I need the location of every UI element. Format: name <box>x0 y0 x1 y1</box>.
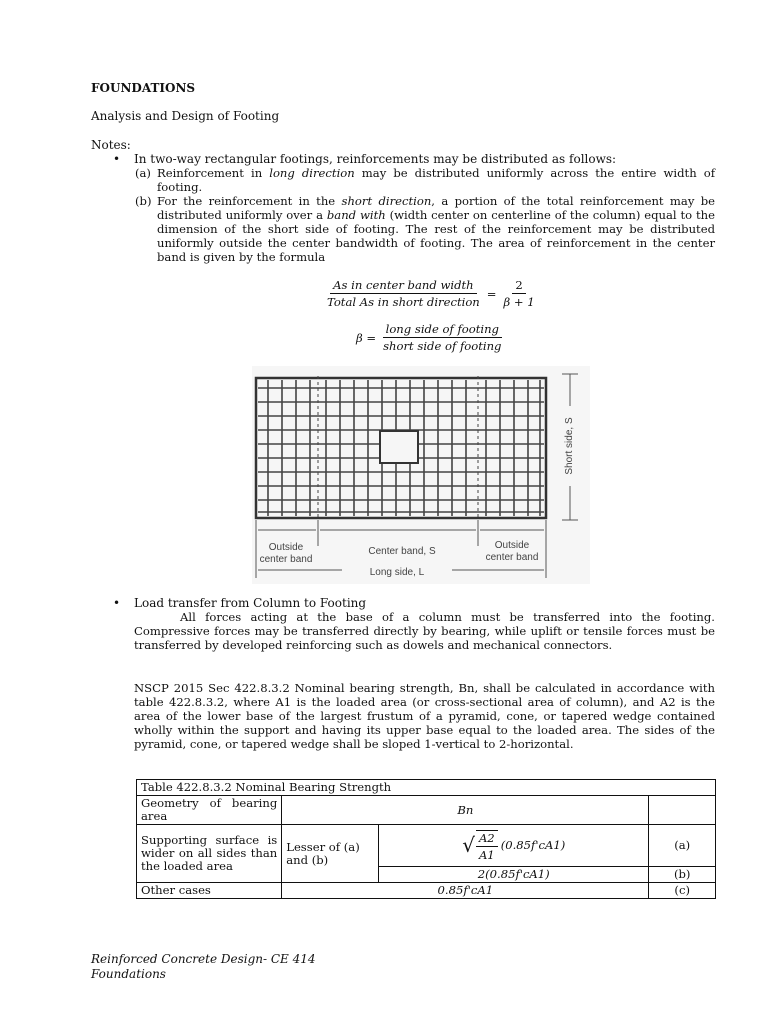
formula2-denominator: short side of footing <box>383 339 502 353</box>
table-header-geometry: Geometry of bearing area <box>137 796 282 825</box>
footer-topic: Foundations <box>91 967 166 981</box>
table-row1-geometry: Supporting surface is wider on all sides than the loaded area <box>137 825 282 883</box>
fig-outside-left-1: Outside <box>268 542 304 553</box>
formula2-numerator: long side of footing <box>383 322 502 338</box>
table-header-empty <box>649 796 716 825</box>
table-row1-label-a: (a) <box>649 825 716 867</box>
fig-outside-left-2: center band <box>259 554 313 565</box>
sqrt-numerator: A2 <box>476 831 498 847</box>
formula1-fraction <box>324 278 483 309</box>
formula2-lhs: β = <box>356 330 377 345</box>
notes-label: Notes: <box>91 138 131 152</box>
formula2-fraction <box>380 322 504 353</box>
note-b-text-mid: , a portion of the total reinforcement may be distributed uniformly over a <box>157 194 716 222</box>
table-row1-formula-a <box>379 825 649 867</box>
page-title: FOUNDATIONS <box>91 81 196 95</box>
bullet1-intro: In two-way rectangular footings, reinforcements may be distributed as follows: <box>134 152 617 166</box>
note-a-label: (a) <box>135 166 151 180</box>
section-subtitle: Analysis and Design of Footing <box>91 109 280 123</box>
note-b-emphasis-1: short direction <box>341 194 432 208</box>
formula1-rhs-denominator: β + 1 <box>503 295 535 309</box>
sqrt-fraction <box>476 830 498 862</box>
footing-reinforcement-figure <box>252 366 590 584</box>
bullet2-icon: • <box>113 596 121 610</box>
note-a-text-end: may be distributed uniformly across the entire width of footing. <box>157 166 715 194</box>
fig-outside-right-2: center band <box>485 552 539 563</box>
formula-beta <box>356 322 504 353</box>
equals-sign: = <box>486 286 497 301</box>
formula1-numerator: As in center band width <box>330 278 477 294</box>
formula1-rhs <box>501 278 538 309</box>
table-row2-geometry: Other cases <box>137 883 282 899</box>
fig-short-side: Short side, S <box>564 417 575 475</box>
table-caption: Table 422.8.3.2 Nominal Bearing Strength <box>137 780 716 796</box>
page-footer <box>91 952 316 982</box>
note-b-text-end: (width center on centerline of the column) equal to the dimension of the short side of footing. The rest of the reinforcement may be distributed uniformly outside the center bandwidth of footing. The area of reinforcement in the center band is given by the formula <box>157 208 715 264</box>
sqrt-icon: √ <box>462 833 475 857</box>
fig-long-side: Long side, L <box>369 567 425 578</box>
bullet2-title: Load transfer from Column to Footing <box>134 596 367 610</box>
table-row1-lesser: Lesser of (a) and (b) <box>282 825 379 883</box>
footer-course: Reinforced Concrete Design- CE 414 <box>91 952 316 966</box>
table-row2-formula: 0.85f'cA1 <box>282 883 649 899</box>
fig-outside-right-1: Outside <box>494 540 530 551</box>
formula1-denominator: Total As in short direction <box>327 295 480 309</box>
note-b <box>135 194 716 264</box>
column-box <box>380 431 418 463</box>
bearing-strength-table <box>136 779 716 899</box>
formula-a-text: (0.85f'cA1) <box>500 838 566 852</box>
table-header-bn: Bn <box>282 796 649 825</box>
note-a <box>135 166 715 194</box>
table-row1-formula-b: 2(0.85f'cA1) <box>379 867 649 883</box>
note-b-text: For the reinforcement in the <box>157 194 342 208</box>
sqrt-denominator: A1 <box>478 847 495 862</box>
table-row1-label-b: (b) <box>649 867 716 883</box>
fig-center-band: Center band, S <box>368 546 436 557</box>
table-row2-label: (c) <box>649 883 716 899</box>
note-a-emphasis: long direction <box>269 166 355 180</box>
nscp-paragraph: NSCP 2015 Sec 422.8.3.2 Nominal bearing strength, Bn, shall be calculated in accordance with table 422.8.3.2, where A1 is the loaded area (or cross-sectional area of column), and A2 is the area of the lower base of the largest frustum of a pyramid, cone, or tapered wedge contained wholly within the support and having its upper base equal to the loaded area. The sides of the pyramid, cone, or tapered wedge shall be sloped 1-vertical to 2-horizontal. <box>134 681 715 751</box>
formula1-rhs-numerator: 2 <box>512 278 525 294</box>
bullet2-body: All forces acting at the base of a column must be transferred into the footing. Compressive forces may be transferred directly by bearing, while uplift or tensile forces must be transferred by developed reinforcing such as dowels and mechanical connectors. <box>134 610 715 652</box>
formula-center-band <box>324 278 554 309</box>
note-b-emphasis-2: band with <box>326 208 386 222</box>
bullet-icon: • <box>113 152 121 166</box>
note-b-label: (b) <box>135 194 152 208</box>
note-a-text: Reinforcement in <box>157 166 270 180</box>
